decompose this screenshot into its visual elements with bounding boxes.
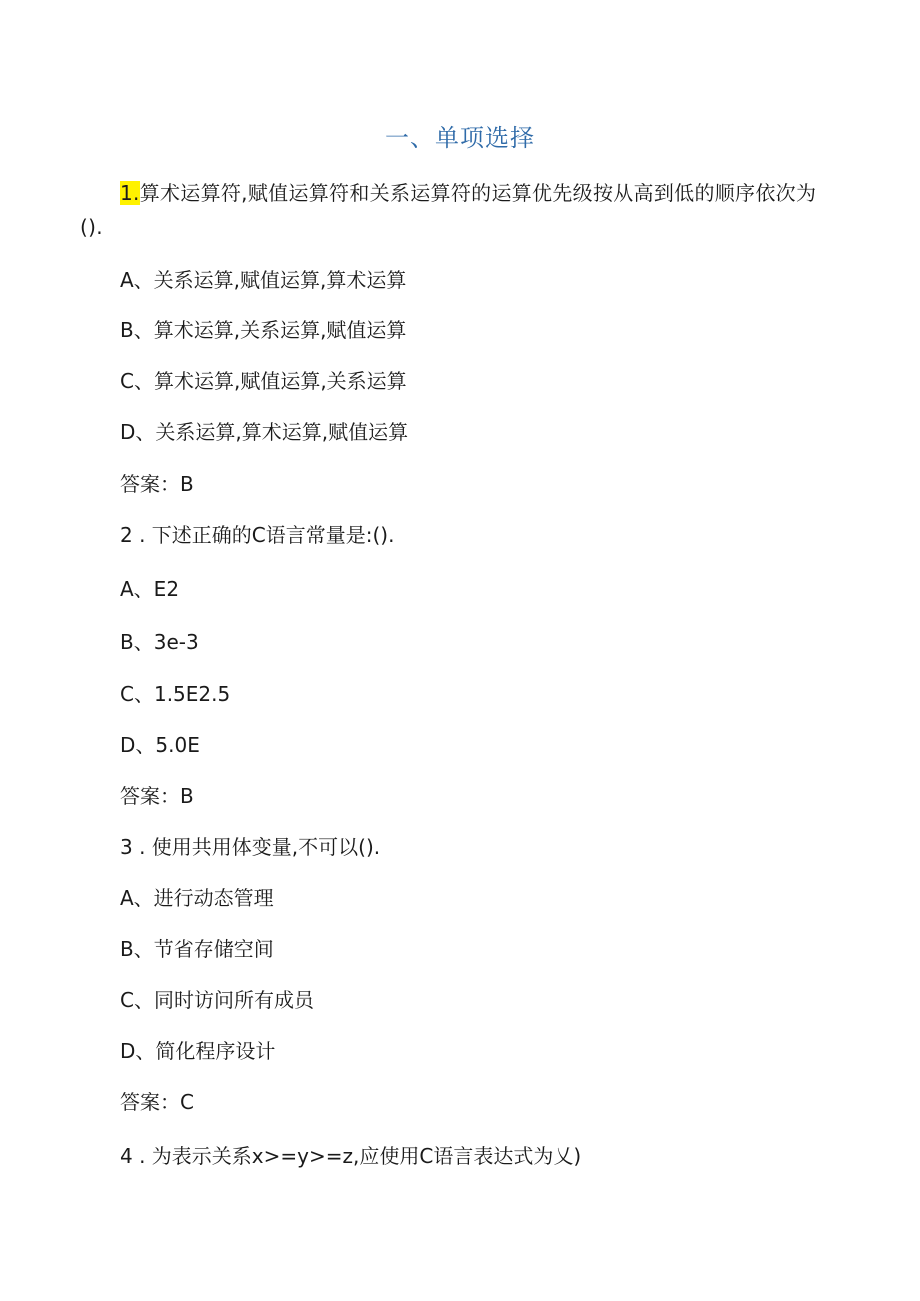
q1-option-c: C、算术运算,赋值运算,关系运算 (120, 369, 407, 393)
q2-option-c: C、1.5E2.5 (120, 682, 231, 706)
q3-option-b: B、节省存储空间 (120, 937, 274, 961)
question-1-number: 1. (120, 181, 140, 205)
question-1-body: 算术运算符,赋值运算符和关系运算符的运算优先级按从高到低的顺序依次为(). (80, 181, 817, 239)
question-1-text (80, 176, 825, 244)
question-4-text: 4 . 为表示关系x>=y>=z,应使用C语言表达式为乂) (120, 1144, 582, 1168)
q2-option-d: D、5.0E (120, 733, 200, 757)
question-2-text: 2 . 下述正确的C语言常量是:(). (120, 523, 395, 547)
q1-option-b: B、算术运算,关系运算,赋值运算 (120, 318, 407, 342)
q3-option-d: D、简化程序设计 (120, 1039, 276, 1063)
q3-option-a: A、进行动态管理 (120, 886, 274, 910)
q2-option-a: A、E2 (120, 577, 180, 601)
q1-option-a: A、关系运算,赋值运算,算术运算 (120, 268, 407, 292)
q1-answer: 答案：B (120, 472, 194, 496)
q3-option-c: C、同时访问所有成员 (120, 988, 314, 1012)
q2-answer: 答案：B (120, 784, 194, 808)
q2-option-b: B、3e-3 (120, 630, 199, 654)
q1-option-d: D、关系运算,算术运算,赋值运算 (120, 420, 409, 444)
question-3-text: 3 . 使用共用体变量,不可以(). (120, 835, 381, 859)
q3-answer: 答案：C (120, 1090, 194, 1114)
section-title: 一、单项选择 (385, 124, 535, 152)
